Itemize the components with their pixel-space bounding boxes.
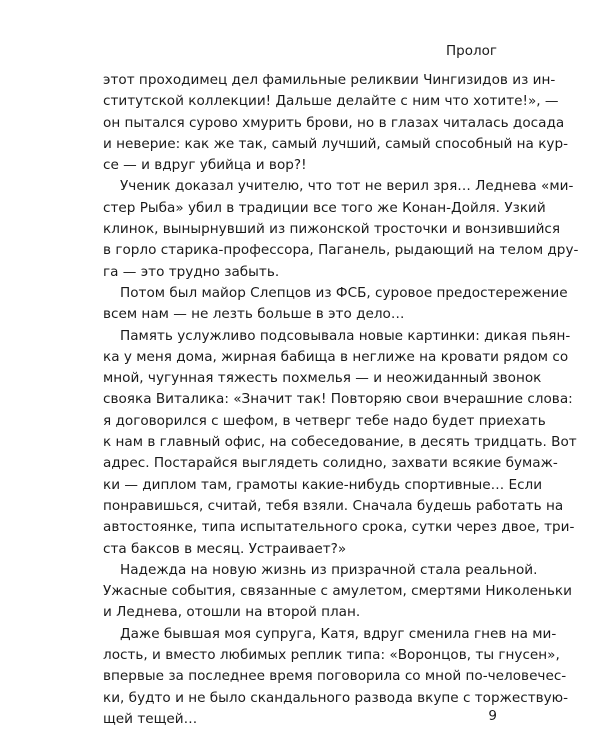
text-line: стер Рыба» убил в традиции все того же Конан-Дойля. Узкий <box>103 199 546 216</box>
text-line: и Леднева, отошли на второй план. <box>103 604 361 621</box>
paragraph <box>103 70 568 176</box>
text-line: он пытался сурово хмурить брови, но в глазах читалась досада <box>103 114 565 131</box>
text-line: к нам в главный офис, на собеседование, в десять тридцать. Вот <box>103 434 577 451</box>
paragraph <box>103 560 572 624</box>
text-line: ки, будто и не было скандального развода вкупе с торжествую- <box>103 689 569 706</box>
paragraph <box>103 624 569 730</box>
text-line: в горло старика-профессора, Паганель, рыдающий на телом дру- <box>103 242 579 259</box>
text-line: се — и вдруг убийца и вор?! <box>103 157 307 174</box>
text-line: щей тещей… <box>103 710 198 727</box>
text-line: Потом был майор Слепцов из ФСБ, суровое предостережение <box>120 284 568 301</box>
text-line: мной, чугунная тяжесть похмелья — и неожиданный звонок <box>103 370 542 387</box>
text-line: адрес. Постарайся выглядеть солидно, захвати всякие бумаж- <box>103 455 558 472</box>
text-line: лость, и вместо любимых реплик типа: «Воронцов, ты гнусен», <box>103 647 560 664</box>
text-line: ститутской коллекции! Дальше делайте с ним что хотите!», — <box>103 93 559 110</box>
running-head-title: Пролог <box>446 43 497 59</box>
text-line: ста баксов в месяц. Устраивает?» <box>103 540 347 557</box>
text-line: Надежда на новую жизнь из призрачной стала реальной. <box>120 561 538 578</box>
text-line: понравишься, считай, тебя взяли. Сначала будешь работать на <box>103 497 564 514</box>
body-text <box>103 70 579 730</box>
text-line: автостоянке, типа испытательного срока, сутки через двое, три- <box>103 519 575 536</box>
text-line: этот проходимец дел фамильные реликвии Чингизидов из ин- <box>103 72 556 88</box>
paragraph <box>103 326 577 560</box>
text-line: впервые за последнее время поговорила со мной по-человечес- <box>103 668 567 685</box>
text-line: Даже бывшая моя супруга, Катя, вдруг сменила гнев на ми- <box>120 625 557 642</box>
text-line: Ужасные события, связанные с амулетом, смертями Николеньки <box>103 583 572 600</box>
page-number: 9 <box>488 708 497 724</box>
text-line: ка у меня дома, жирная бабища в неглиже на кровати рядом со <box>103 348 569 365</box>
text-line: Ученик доказал учителю, что тот не верил зря… Леднева «ми- <box>120 178 574 195</box>
text-line: Память услужливо подсовывала новые картинки: дикая пьян- <box>120 327 571 344</box>
text-line: я договорился с шефом, в четверг тебе надо будет приехать <box>103 412 546 429</box>
text-line: ки — диплом там, грамоты какие-нибудь спортивные… Если <box>103 476 543 493</box>
text-line: га — это трудно забыть. <box>103 263 280 280</box>
paragraph <box>103 176 579 282</box>
paragraph <box>103 283 568 326</box>
text-line: свояка Виталика: «Значит так! Повторяю свои вчерашние слова: <box>103 391 573 408</box>
text-line: и неверие: как же так, самый лучший, самый способный на кур- <box>103 135 568 152</box>
text-line: клинок, вынырнувший из пижонской тросточки и вонзившийся <box>103 221 561 238</box>
text-line: всем нам — не лезть больше в это дело… <box>103 306 405 323</box>
